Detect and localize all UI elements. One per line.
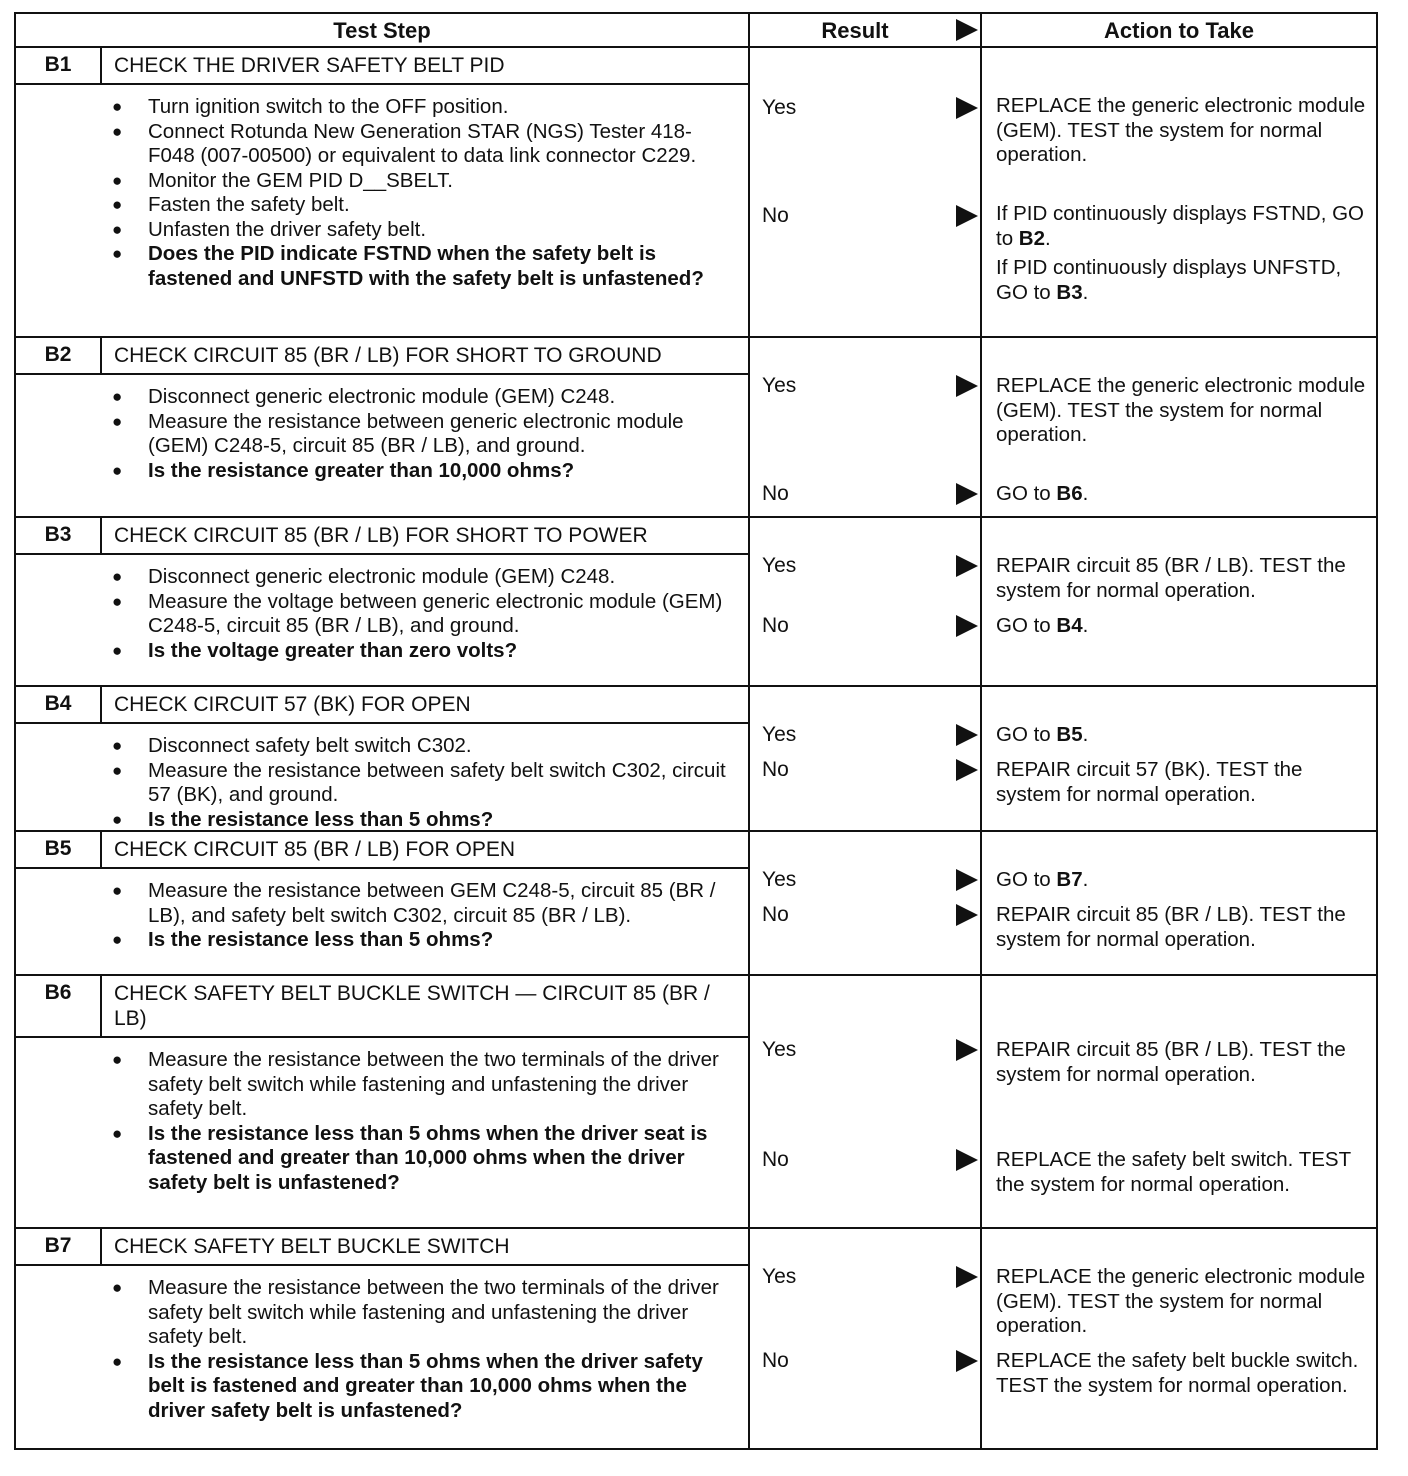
step-title: CHECK CIRCUIT 57 (BK) FOR OPEN <box>114 693 471 716</box>
action-cell <box>982 1229 1376 1449</box>
right-triangle-icon <box>956 1149 978 1171</box>
result-cell <box>750 1229 982 1449</box>
right-triangle-icon <box>956 205 978 227</box>
step-row-b4 <box>16 687 1376 832</box>
action-cell <box>982 976 1376 1227</box>
step-instruction: ● Disconnect generic electronic module (GEM) C248. <box>112 565 738 590</box>
step-id: B7 <box>16 1229 102 1264</box>
step-title-line <box>16 338 748 375</box>
result-no <box>762 1349 980 1373</box>
result-no <box>762 204 980 228</box>
step-id: B2 <box>16 338 102 373</box>
action-text <box>996 903 1368 952</box>
step-reference: B7 <box>1056 868 1083 891</box>
result-label: Yes <box>762 96 797 119</box>
test-step-cell <box>16 338 750 516</box>
step-title-line <box>16 976 748 1038</box>
right-triangle-icon <box>956 97 978 119</box>
result-label: Yes <box>762 1038 797 1061</box>
step-reference: B4 <box>1056 614 1083 637</box>
action-segment: REPAIR circuit 85 (BR / LB). TEST the system for normal operation. <box>996 554 1346 602</box>
action-text <box>996 758 1368 807</box>
header-action: Action to Take <box>1104 18 1254 43</box>
right-triangle-icon <box>956 904 978 926</box>
step-id: B1 <box>16 48 102 83</box>
step-title: CHECK SAFETY BELT BUCKLE SWITCH — CIRCUIT 85 (BR / LB) <box>114 982 710 1030</box>
action-text <box>996 723 1368 748</box>
step-bullet-list <box>16 869 748 959</box>
step-bullet-list <box>16 1266 748 1429</box>
right-triangle-icon <box>956 759 978 781</box>
right-triangle-icon <box>956 1039 978 1061</box>
step-bullet-list <box>16 85 748 297</box>
step-reference: B5 <box>1056 723 1083 746</box>
test-step-cell <box>16 832 750 974</box>
right-triangle-icon <box>956 724 978 746</box>
result-cell <box>750 976 982 1227</box>
step-id: B3 <box>16 518 102 553</box>
action-text <box>996 868 1368 893</box>
step-instruction: ● Turn ignition switch to the OFF position. <box>112 95 738 120</box>
header-test-step: Test Step <box>16 14 750 46</box>
step-row-b7 <box>16 1229 1376 1449</box>
action-cell <box>982 48 1376 336</box>
result-yes <box>762 1265 980 1289</box>
step-bullet-list <box>16 1038 748 1201</box>
step-instruction: ● Connect Rotunda New Generation STAR (NGS) Tester 418-F048 (007-00500) or equivalent to data link connector C229. <box>112 120 738 169</box>
step-instruction: ● Disconnect generic electronic module (GEM) C248. <box>112 385 738 410</box>
step-title: CHECK CIRCUIT 85 (BR / LB) FOR SHORT TO POWER <box>114 524 648 547</box>
action-segment: . <box>1082 723 1089 746</box>
action-text <box>996 554 1368 603</box>
result-yes <box>762 723 980 747</box>
step-id: B5 <box>16 832 102 867</box>
step-instruction: ● Disconnect safety belt switch C302. <box>112 734 738 759</box>
step-row-b3 <box>16 518 1376 687</box>
result-cell <box>750 687 982 830</box>
action-segment: REPLACE the safety belt switch. TEST the system for normal operation. <box>996 1148 1351 1196</box>
step-question: ● Is the resistance less than 5 ohms when the driver safety belt is fastened and greater than 10,000 ohms when the driver safety belt is unfastened? <box>112 1350 738 1424</box>
result-label: No <box>762 482 789 505</box>
result-yes <box>762 96 980 120</box>
step-instruction: ● Monitor the GEM PID D__SBELT. <box>112 169 738 194</box>
result-no <box>762 903 980 927</box>
action-text <box>996 1038 1368 1087</box>
result-cell <box>750 518 982 685</box>
step-title-line <box>16 518 748 555</box>
step-question: ● Is the resistance greater than 10,000 ohms? <box>112 459 738 484</box>
action-cell <box>982 832 1376 974</box>
step-id: B6 <box>16 976 102 1036</box>
step-question: ● Is the resistance less than 5 ohms? <box>112 928 738 953</box>
step-reference: B2 <box>1018 226 1046 250</box>
action-text <box>996 1349 1368 1398</box>
step-title-line <box>16 48 748 85</box>
action-text <box>996 1265 1368 1339</box>
right-triangle-icon <box>956 1266 978 1288</box>
action-cell <box>982 338 1376 516</box>
result-label: No <box>762 758 789 781</box>
step-question: ● Does the PID indicate FSTND when the safety belt is fastened and UNFSTD with the safety belt is unfastened? <box>112 242 738 291</box>
test-step-cell <box>16 976 750 1227</box>
step-row-b1 <box>16 48 1376 338</box>
action-text <box>996 94 1368 168</box>
right-triangle-icon <box>956 555 978 577</box>
result-label: Yes <box>762 554 797 577</box>
result-label: Yes <box>762 1265 797 1288</box>
step-row-b2 <box>16 338 1376 518</box>
step-instruction: ● Fasten the safety belt. <box>112 193 738 218</box>
result-no <box>762 482 980 506</box>
result-cell <box>750 48 982 336</box>
action-text <box>996 1148 1368 1197</box>
test-step-cell <box>16 1229 750 1449</box>
step-instruction: ● Measure the resistance between the two terminals of the driver safety belt switch while fastening and unfastening the driver safety belt. <box>112 1048 738 1122</box>
result-yes <box>762 554 980 578</box>
action-cell <box>982 687 1376 830</box>
result-no <box>762 758 980 782</box>
step-instruction: ● Measure the resistance between GEM C248-5, circuit 85 (BR / LB), and safety belt switch C302, circuit 85 (BR / LB). <box>112 879 738 928</box>
action-segment: REPAIR circuit 85 (BR / LB). TEST the system for normal operation. <box>996 903 1346 951</box>
action-segment: REPAIR circuit 85 (BR / LB). TEST the system for normal operation. <box>996 1038 1346 1086</box>
action-segment: If PID continuously displays FSTND, GO to <box>996 202 1364 250</box>
step-instruction: ● Measure the resistance between safety belt switch C302, circuit 57 (BK), and ground. <box>112 759 738 808</box>
test-step-cell <box>16 518 750 685</box>
test-step-cell <box>16 48 750 336</box>
action-segment: GO to <box>996 614 1057 637</box>
action-segment: GO to <box>996 482 1057 505</box>
step-title: CHECK THE DRIVER SAFETY BELT PID <box>114 54 505 77</box>
action-segment: . <box>1082 280 1089 304</box>
right-triangle-icon <box>956 1350 978 1372</box>
result-yes <box>762 1038 980 1062</box>
step-title-line <box>16 832 748 869</box>
step-question: ● Is the resistance less than 5 ohms? <box>112 808 738 833</box>
right-triangle-icon <box>956 483 978 505</box>
right-triangle-icon <box>956 869 978 891</box>
result-label: No <box>762 1349 789 1372</box>
step-question: ● Is the resistance less than 5 ohms when the driver seat is fastened and greater than 10,000 ohms when the driver safety belt is unfastened? <box>112 1122 738 1196</box>
action-segment: REPLACE the generic electronic module (GEM). TEST the system for normal operation. <box>996 1265 1366 1337</box>
step-bullet-list <box>16 724 748 838</box>
step-instruction: ● Unfasten the driver safety belt. <box>112 218 738 243</box>
result-label: No <box>762 204 789 227</box>
result-label: No <box>762 1148 789 1171</box>
step-bullet-list <box>16 375 748 489</box>
step-bullet-list <box>16 555 748 669</box>
step-instruction: ● Measure the resistance between generic electronic module (GEM) C248-5, circuit 85 (BR / LB), and ground. <box>112 410 738 459</box>
action-segment: REPLACE the generic electronic module (GEM). TEST the system for normal operation. <box>996 94 1366 166</box>
action-segment: If PID continuously displays UNFSTD, GO to <box>996 256 1342 304</box>
action-text <box>996 614 1368 639</box>
action-text <box>996 202 1368 251</box>
step-question: ● Is the voltage greater than zero volts? <box>112 639 738 664</box>
step-title-line <box>16 687 748 724</box>
action-segment: REPLACE the generic electronic module (GEM). TEST the system for normal operation. <box>996 374 1366 446</box>
action-segment: . <box>1082 482 1089 505</box>
result-label: Yes <box>762 374 797 397</box>
step-row-b5 <box>16 832 1376 976</box>
table-header <box>16 14 1376 48</box>
result-no <box>762 1148 980 1172</box>
result-yes <box>762 374 980 398</box>
result-label: Yes <box>762 868 797 891</box>
result-no <box>762 614 980 638</box>
right-triangle-icon <box>956 615 978 637</box>
table-body <box>16 48 1376 1449</box>
action-segment: . <box>1045 226 1051 250</box>
action-text <box>996 482 1368 507</box>
right-triangle-icon <box>956 19 978 41</box>
right-triangle-icon <box>956 375 978 397</box>
step-title-line <box>16 1229 748 1266</box>
test-step-cell <box>16 687 750 830</box>
result-cell <box>750 832 982 974</box>
result-label: No <box>762 903 789 926</box>
step-reference: B3 <box>1056 280 1083 304</box>
result-yes <box>762 868 980 892</box>
step-title: CHECK CIRCUIT 85 (BR / LB) FOR SHORT TO GROUND <box>114 344 662 367</box>
action-segment: . <box>1082 868 1089 891</box>
action-text <box>996 256 1368 305</box>
action-cell <box>982 518 1376 685</box>
action-segment: GO to <box>996 723 1057 746</box>
step-instruction: ● Measure the voltage between generic electronic module (GEM) C248-5, circuit 85 (BR / LB), and ground. <box>112 590 738 639</box>
step-instruction: ● Measure the resistance between the two terminals of the driver safety belt switch while fastening and unfastening the driver safety belt. <box>112 1276 738 1350</box>
result-label: Yes <box>762 723 797 746</box>
action-segment: REPLACE the safety belt buckle switch. TEST the system for normal operation. <box>996 1349 1359 1397</box>
step-id: B4 <box>16 687 102 722</box>
action-segment: REPAIR circuit 57 (BK). TEST the system for normal operation. <box>996 758 1303 806</box>
step-title: CHECK CIRCUIT 85 (BR / LB) FOR OPEN <box>114 838 516 861</box>
header-result <box>750 14 982 46</box>
header-result-label: Result <box>821 18 889 43</box>
action-segment: . <box>1082 614 1089 637</box>
step-title: CHECK SAFETY BELT BUCKLE SWITCH <box>114 1235 510 1258</box>
diagnostic-table <box>14 12 1378 1450</box>
step-row-b6 <box>16 976 1376 1229</box>
result-label: No <box>762 614 789 637</box>
action-segment: GO to <box>996 868 1057 891</box>
result-cell <box>750 338 982 516</box>
step-reference: B6 <box>1056 482 1083 505</box>
action-text <box>996 374 1368 448</box>
